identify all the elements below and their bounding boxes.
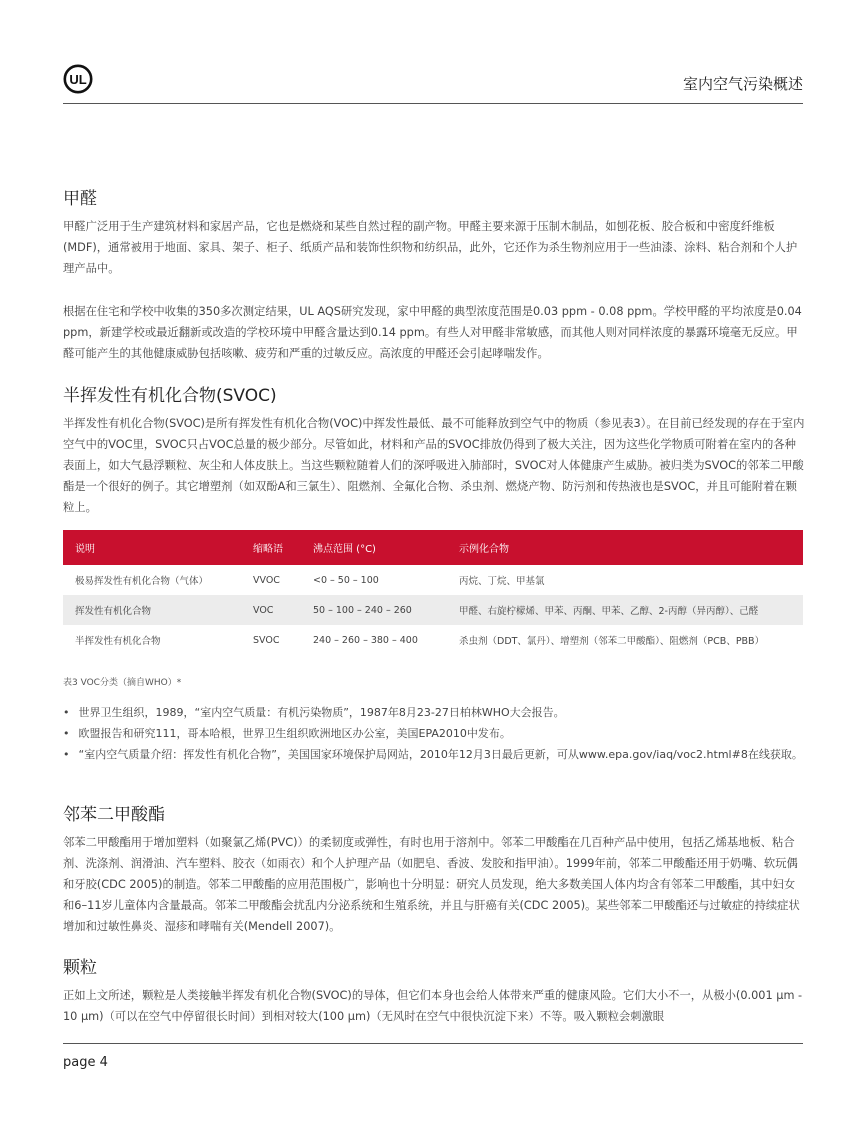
table-row [63,565,803,595]
table-header-description: 说明 [75,544,95,555]
table-header-row [63,530,803,565]
ul-logo [63,64,93,94]
paragraph-formaldehyde-1: 甲醛广泛用于生产建筑材料和家居产品，它也是燃烧和某些自然过程的副产物。甲醛主要来源于压制木制品，如刨花板、胶合板和中密度纤维板(MDF)，通常被用于地面、家具、架子、柜子、纸质产品和装饰性织物和纺织品，此外，它还作为杀生物剂应用于一些油漆、涂料、粘合剂和个人护理产品中。 [63,220,798,275]
table-cell: 丙烷、丁烷、甲基氯 [459,576,545,587]
table-cell: 50 – 100 – 240 – 260 [313,604,412,616]
paragraph-formaldehyde-2: 根据在住宅和学校中收集的350多次测定结果，UL AQS研究发现，家中甲醛的典型浓度范围是0.03 ppm - 0.08 ppm。学校甲醛的平均浓度是0.04 ppm，新建学校或最近翻新或改造的学校环境中甲醛含量达到0.14 ppm。有些人对甲醛非常敏感，而其他人则对同样浓度的暴露环境毫无反应。甲醛可能产生的其他健康威胁包括咳嗽、疲劳和严重的过敏反应。高浓度的甲醛还会引起哮喘发作。 [63,305,802,360]
table-cell: 挥发性有机化合物 [75,606,152,617]
table-cell: <0 – 50 – 100 [313,574,379,586]
table-cell: 杀虫剂（DDT、氯丹）、增塑剂（邻苯二甲酸酯）、阻燃剂（PCB、PBB） [459,636,765,647]
table-cell: 甲醛、右旋柠檬烯、甲苯、丙酮、甲苯、乙醇、2-丙醇（异丙醇）、己醛 [459,606,759,617]
reference-item: • “室内空气质量介绍：挥发性有机化合物”，美国国家环境保护局网站，2010年12月3日最后更新，可从www.epa.gov/iaq/voc2.html#8在线获取。 [63,744,805,765]
heading-particles: 颗粒 [63,958,97,978]
reference-item: • 欧盟报告和研究111，哥本哈根，世界卫生组织欧洲地区办公室，美国EPA2010中发布。 [63,723,805,744]
paragraph-svoc-1: 半挥发性有机化合物(SVOC)是所有挥发性有机化合物(VOC)中挥发性最低、最不可能释放到空气中的物质（参见表3）。在目前已经发现的存在于室内空气中的VOC里，SVOC只占VOC总量的极少部分。尽管如此，材料和产品的SVOC排放仍得到了极大关注，因为这些化学物质可附着在室内的各种表面上，如大气悬浮颗粒、灰尘和人体皮肤上。当这些颗粒随着人们的深呼吸进入肺部时，SVOC对人体健康产生威胁。被归类为SVOC的邻苯二甲酸酯是一个很好的例子。其它增塑剂（如双酚A和三氯生）、阻燃剂、全氟化合物、杀虫剂、燃烧产物、防污剂和传热液也是SVOC，并且可能附着在颗粒上。 [63,417,805,514]
paragraph-phthalates-1: 邻苯二甲酸酯用于增加塑料（如聚氯乙烯(PVC)）的柔韧度或弹性，有时也用于溶剂中。邻苯二甲酸酯在几百种产品中使用，包括乙烯基地板、粘合剂、洗涤剂、润滑油、汽车塑料、胶衣（如雨衣）和个人护理产品（如肥皂、香波、发胶和指甲油）。1999年前，邻苯二甲酸酯还用于奶嘴、软玩偶和牙胶(CDC 2005)的制造。邻苯二甲酸酯的应用范围极广，影响也十分明显：研究人员发现，绝大多数美国人体内均含有邻苯二甲酸酯，其中妇女和6–11岁儿童体内含量最高。邻苯二甲酸酯会扰乱内分泌系统和生殖系统，并且与肝癌有关(CDC 2005)。某些邻苯二甲酸酯还与过敏症的持续症状增加和过敏性鼻炎、湿疹和哮喘有关(Mendell 2007)。 [63,836,800,933]
page-number: page 4 [63,1055,108,1070]
reference-list [63,702,805,765]
table-header-abbreviation: 缩略语 [253,544,283,555]
table-cell: 半挥发性有机化合物 [75,636,161,647]
table-cell: VVOC [253,574,280,586]
reference-item: • 世界卫生组织，1989，“室内空气质量：有机污染物质”，1987年8月23-27日柏林WHO大会报告。 [63,702,805,723]
table-cell: 极易挥发性有机化合物（气体） [75,576,209,587]
footer-divider [63,1043,803,1044]
table-cell: VOC [253,604,274,616]
table-cell: 240 – 260 – 380 – 400 [313,634,418,646]
header-title: 室内空气污染概述 [682,75,803,93]
table-row [63,595,803,625]
table-caption: 表3 VOC分类（摘自WHO）* [63,678,182,688]
heading-formaldehyde: 甲醛 [63,189,97,209]
paragraph-particles-1: 正如上文所述，颗粒是人类接触半挥发有机化合物(SVOC)的导体，但它们本身也会给人体带来严重的健康风险。它们大小不一，从极小(0.001 µm - 10 µm)（可以在空气中停留很长时间）到相对较大(100 µm)（无风时在空气中很快沉淀下来）不等。吸入颗粒会刺激眼 [63,989,803,1023]
voc-classification-table [63,530,803,655]
table-row [63,625,803,655]
heading-svoc: 半挥发性有机化合物(SVOC) [63,386,277,406]
table-cell: SVOC [253,634,280,646]
table-header-boiling-range: 沸点范围 (°C) [313,544,376,555]
ul-logo-text: UL [69,72,87,87]
header-divider [63,103,803,104]
heading-phthalates: 邻苯二甲酸酯 [63,805,165,825]
table-header-examples: 示例化合物 [459,544,509,555]
